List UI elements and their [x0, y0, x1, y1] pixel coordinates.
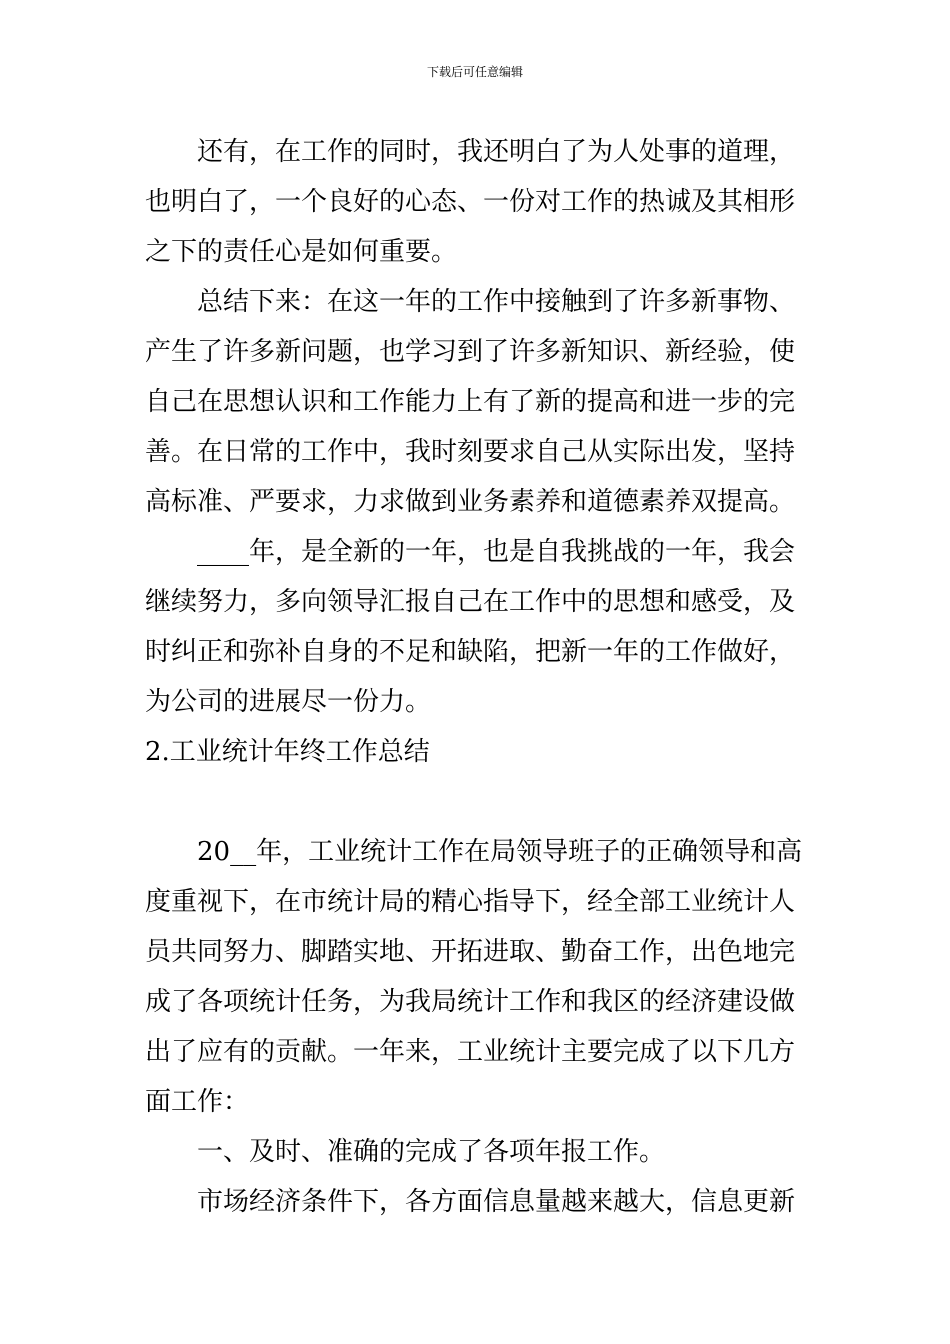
text-line: 市场经济条件下，各方面信息量越来越大，信息更新 — [197, 1187, 796, 1217]
text-line: 成了各项统计任务，为我局统计工作和我区的经济建设做 — [145, 987, 796, 1017]
text-line: 善。在日常的工作中，我时刻要求自己从实际出发，坚持 — [145, 437, 796, 467]
text-line: 为公司的进展尽一份力。 — [145, 687, 432, 717]
text-line: 20__年，工业统计工作在局领导班子的正确领导和高 — [197, 837, 803, 867]
text-line: 出了应有的贡献。一年来，工业统计主要完成了以下几方 — [145, 1037, 796, 1067]
text-line: 还有，在工作的同时，我还明白了为人处事的道理， — [197, 137, 796, 167]
text-line: 度重视下，在市统计局的精心指导下，经全部工业统计人 — [145, 887, 796, 917]
text-line: 之下的责任心是如何重要。 — [145, 237, 458, 267]
text-line: 一、及时、准确的完成了各项年报工作。 — [197, 1137, 666, 1167]
text-line: 产生了许多新问题，也学习到了许多新知识、新经验，使 — [145, 337, 796, 367]
page-header: 下载后可任意编辑 — [426, 65, 523, 79]
text-line: 高标准、严要求，力求做到业务素养和道德素养双提高。 — [145, 487, 796, 517]
text-line: ____年，是全新的一年，也是自我挑战的一年，我会 — [197, 537, 796, 567]
text-line: 总结下来：在这一年的工作中接触到了许多新事物、 — [197, 287, 796, 317]
text-line: 员共同努力、脚踏实地、开拓进取、勤奋工作，出色地完 — [145, 937, 796, 967]
text-line: 也明白了，一个良好的心态、一份对工作的热诚及其相形 — [145, 187, 796, 217]
text-line: 时纠正和弥补自身的不足和缺陷，把新一年的工作做好， — [145, 637, 796, 667]
blank-line — [145, 777, 805, 827]
text-line: 继续努力，多向领导汇报自己在工作中的思想和感受，及 — [145, 587, 796, 617]
text-line: 面工作： — [145, 1087, 250, 1117]
text-line: 自己在思想认识和工作能力上有了新的提高和进一步的完 — [145, 387, 796, 417]
document-body — [145, 127, 805, 1227]
section-heading: 2.工业统计年终工作总结 — [145, 737, 430, 767]
